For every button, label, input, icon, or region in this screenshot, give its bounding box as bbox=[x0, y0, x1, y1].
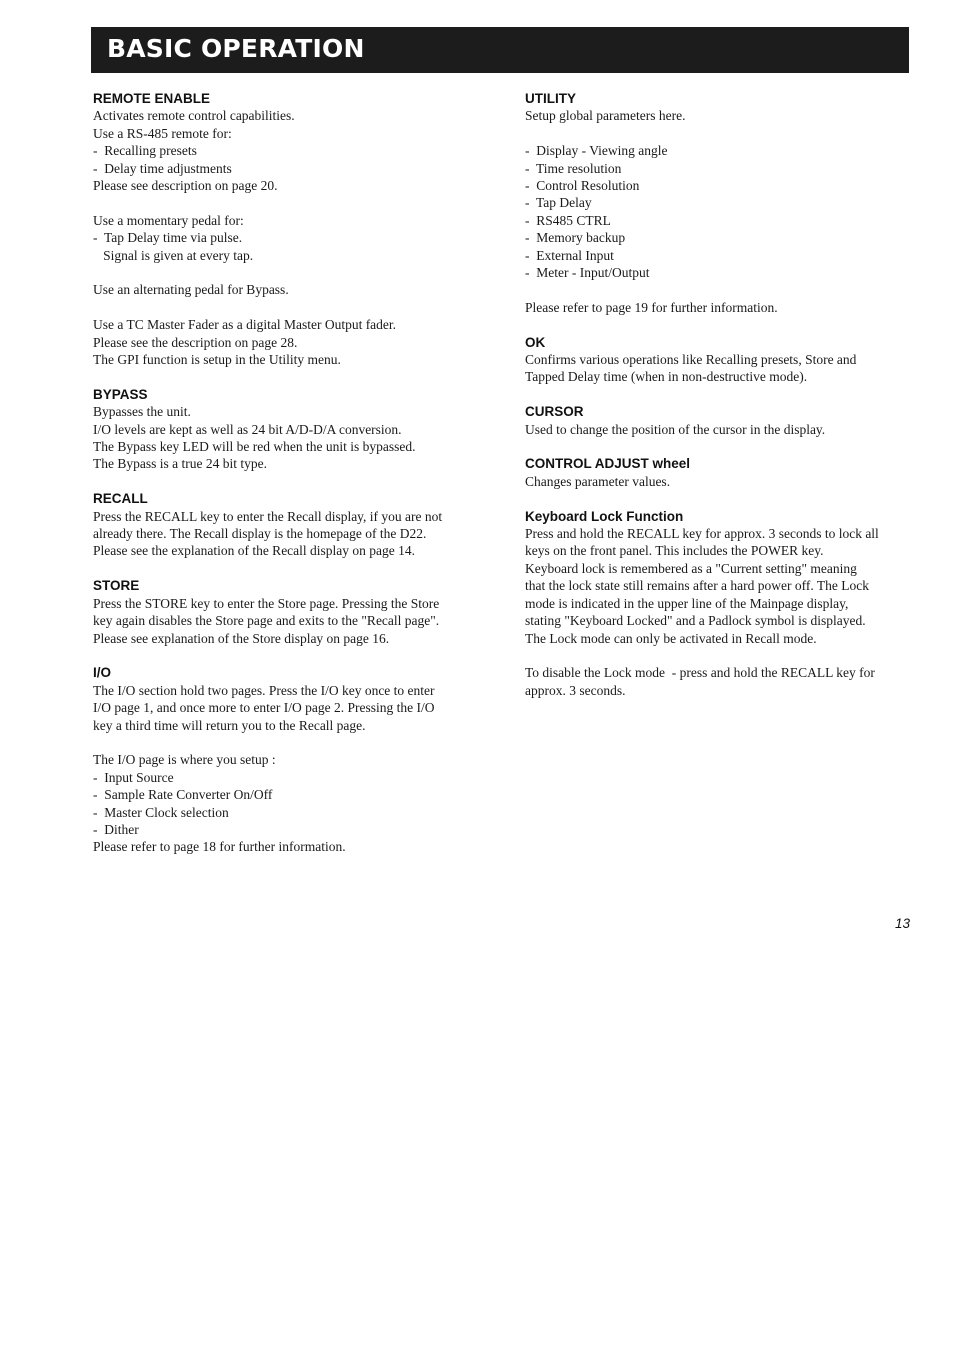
section bbox=[93, 664, 488, 855]
body-text-line: Use a TC Master Fader as a digital Master Output fader. bbox=[93, 317, 397, 333]
body-text-line: Activates remote control capabilities. bbox=[93, 108, 295, 124]
body-text-line: - Master Clock selection bbox=[93, 804, 229, 820]
blank-line bbox=[525, 125, 917, 142]
body-text-line: mode is indicated in the upper line of the Mainpage display, bbox=[525, 595, 849, 611]
body-text-line: The Lock mode can only be activated in Recall mode. bbox=[525, 630, 817, 646]
body-text-line: - Sample Rate Converter On/Off bbox=[93, 787, 273, 803]
body-text-line: - Tap Delay time via pulse. bbox=[93, 230, 243, 246]
body-text-line: The I/O section hold two pages. Press the I/O key once to enter bbox=[93, 682, 435, 698]
blank-line bbox=[93, 734, 488, 751]
blank-line bbox=[93, 264, 488, 281]
section-heading: CURSOR bbox=[525, 404, 584, 420]
blank-line bbox=[525, 647, 917, 664]
section bbox=[93, 577, 488, 647]
body-text-line: - RS485 CTRL bbox=[525, 212, 611, 228]
body-text-line: Tapped Delay time (when in non-destructive mode). bbox=[525, 369, 808, 385]
section-heading: CONTROL ADJUST wheel bbox=[525, 456, 691, 472]
body-text-line: Signal is given at every tap. bbox=[93, 247, 254, 263]
body-text-line: - Recalling presets bbox=[93, 143, 197, 159]
section-heading: STORE bbox=[93, 578, 140, 594]
body-text-line: Bypasses the unit. bbox=[93, 404, 191, 420]
body-text-line: key again disables the Store page and exits to the "Recall page". bbox=[93, 613, 440, 629]
body-text-line: Press and hold the RECALL key for approx. 3 seconds to lock all bbox=[525, 526, 879, 542]
body-text-line: - Memory backup bbox=[525, 230, 626, 246]
body-text-line: - Delay time adjustments bbox=[93, 160, 232, 176]
body-text-line: Please see the explanation of the Recall display on page 14. bbox=[93, 543, 416, 559]
page-title: BASIC OPERATION bbox=[107, 34, 365, 63]
section bbox=[525, 334, 917, 386]
body-text-line: Use an alternating pedal for Bypass. bbox=[93, 282, 289, 298]
body-text-line: Used to change the position of the cursor in the display. bbox=[525, 421, 826, 437]
body-text-line: The Bypass key LED will be red when the unit is bypassed. bbox=[93, 439, 416, 455]
page-number: 13 bbox=[894, 916, 910, 931]
body-text-line: Confirms various operations like Recalling presets, Store and bbox=[525, 352, 857, 368]
body-text-line: - Input Source bbox=[93, 769, 174, 785]
body-text-line: Please see description on page 20. bbox=[93, 178, 278, 194]
body-text-line: stating "Keyboard Locked" and a Padlock symbol is displayed. bbox=[525, 613, 866, 629]
body-text-line: Setup global parameters here. bbox=[525, 108, 686, 124]
body-text-line: Changes parameter values. bbox=[525, 473, 671, 489]
body-text-line: that the lock state still remains after a hard power off. The Lock bbox=[525, 578, 870, 594]
body-text-line: - External Input bbox=[525, 247, 614, 263]
section-heading: OK bbox=[525, 334, 546, 350]
body-text-line: I/O page 1, and once more to enter I/O page 2. Pressing the I/O bbox=[93, 700, 435, 716]
section-heading: REMOTE ENABLE bbox=[93, 91, 211, 106]
body-text-line: To disable the Lock mode - press and hold the RECALL key for bbox=[525, 665, 875, 681]
section bbox=[525, 90, 917, 316]
section-heading: RECALL bbox=[93, 491, 148, 507]
body-text-line: approx. 3 seconds. bbox=[525, 682, 626, 698]
body-text-line: - Meter - Input/Output bbox=[525, 265, 650, 281]
section bbox=[93, 490, 488, 560]
section-heading: BYPASS bbox=[93, 386, 148, 402]
body-text-line: - Tap Delay bbox=[525, 195, 592, 211]
section-banner bbox=[91, 27, 909, 73]
section bbox=[93, 90, 488, 368]
body-text-line: key a third time will return you to the Recall page. bbox=[93, 717, 366, 733]
body-text-line: Please see explanation of the Store display on page 16. bbox=[93, 630, 390, 646]
body-text-line: Use a momentary pedal for: bbox=[93, 212, 244, 228]
body-text-line: The GPI function is setup in the Utility menu. bbox=[93, 352, 341, 368]
section-heading: I/O bbox=[93, 665, 112, 681]
body-text-line: - Display - Viewing angle bbox=[525, 143, 668, 159]
body-text-line: - Control Resolution bbox=[525, 178, 640, 194]
body-text-line: Please refer to page 18 for further information. bbox=[93, 839, 346, 855]
blank-line bbox=[93, 299, 488, 316]
body-text-line: Use a RS-485 remote for: bbox=[93, 125, 232, 141]
body-text-line: I/O levels are kept as well as 24 bit A/D-D/A conversion. bbox=[93, 421, 402, 437]
body-text-line: already there. The Recall display is the homepage of the D22. bbox=[93, 526, 427, 542]
body-text-line: Press the RECALL key to enter the Recall display, if you are not bbox=[93, 508, 443, 524]
body-text-line: Please see the description on page 28. bbox=[93, 334, 298, 350]
body-text-line: Keyboard lock is remembered as a "Current setting" meaning bbox=[525, 560, 857, 576]
section-heading: UTILITY bbox=[525, 91, 576, 106]
section bbox=[93, 386, 488, 473]
body-text-line: keys on the front panel. This includes the POWER key. bbox=[525, 543, 824, 559]
body-text-line: Press the STORE key to enter the Store page. Pressing the Store bbox=[93, 595, 440, 611]
body-text-line: Please refer to page 19 for further information. bbox=[525, 299, 778, 315]
left-column bbox=[93, 90, 488, 873]
right-column bbox=[525, 90, 917, 717]
section bbox=[525, 508, 917, 699]
section-heading: Keyboard Lock Function bbox=[525, 508, 684, 524]
body-text-line: The Bypass is a true 24 bit type. bbox=[93, 456, 267, 472]
body-text-line: The I/O page is where you setup : bbox=[93, 752, 276, 768]
blank-line bbox=[525, 281, 917, 298]
section bbox=[525, 403, 917, 438]
body-text-line: - Dither bbox=[93, 821, 139, 837]
body-text-line: - Time resolution bbox=[525, 160, 622, 176]
blank-line bbox=[93, 194, 488, 211]
section bbox=[525, 455, 917, 490]
